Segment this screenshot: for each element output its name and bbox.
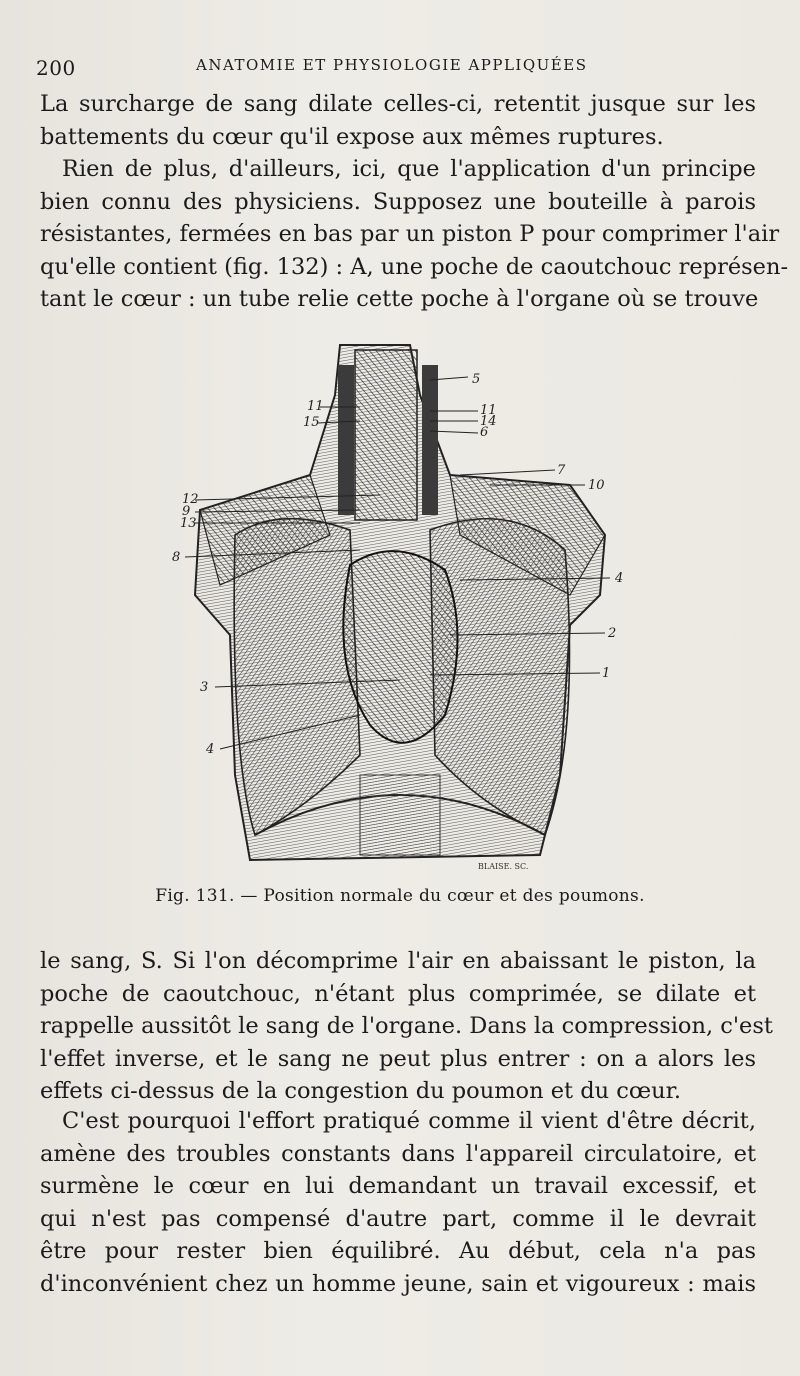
text-line: amène des troubles constants dans l'appareil circulatoire, et bbox=[40, 1140, 756, 1167]
right-neck-vessel bbox=[422, 365, 438, 515]
figure-label: 11 bbox=[480, 403, 497, 418]
text-line: Rien de plus, d'ailleurs, ici, que l'application d'un principe bbox=[62, 156, 756, 182]
anatomical-figure bbox=[160, 335, 640, 875]
text-line: C'est pourquoi l'effort pratiqué comme il vient d'être décrit, bbox=[62, 1108, 756, 1134]
running-title: ANATOMIE ET PHYSIOLOGIE APPLIQUÉES bbox=[196, 56, 588, 74]
paragraph-2 bbox=[40, 945, 773, 1108]
text-line: qu'elle contient (fig. 132) : A, une poche de caoutchouc représen- bbox=[40, 253, 789, 280]
figure-label: 7 bbox=[557, 463, 566, 478]
text-line: rappelle aussitôt le sang de l'organe. Dans la compression, c'est bbox=[40, 1013, 773, 1039]
figure-label: 6 bbox=[480, 425, 489, 440]
figure-label: 13 bbox=[180, 516, 197, 531]
figure-label: 14 bbox=[480, 414, 497, 429]
figure-label: 4 bbox=[206, 742, 215, 757]
paragraph-3 bbox=[40, 1105, 756, 1300]
figure-label: 11 bbox=[307, 399, 324, 414]
text-line: d'inconvénient chez un homme jeune, sain et vigoureux : mais bbox=[40, 1270, 756, 1297]
text-line: qui n'est pas compensé d'autre part, comme il le devrait bbox=[40, 1205, 756, 1232]
text-line: poche de caoutchouc, n'étant plus comprimée, se dilate et bbox=[40, 980, 756, 1007]
text-line: effets ci-dessus de la congestion du poumon et du cœur. bbox=[40, 1078, 682, 1104]
figure-label: 3 bbox=[200, 680, 209, 695]
trachea bbox=[355, 350, 417, 520]
figure-label: 8 bbox=[172, 550, 181, 565]
text-line: battements du cœur qu'il expose aux mêmes ruptures. bbox=[40, 123, 664, 150]
figure-label: 15 bbox=[303, 415, 320, 430]
figure-label: 9 bbox=[182, 504, 191, 519]
figure-label: 1 bbox=[602, 666, 611, 681]
text-line: le sang, S. Si l'on décomprime l'air en abaissant le piston, la bbox=[40, 948, 756, 974]
figure-label: 4 bbox=[615, 571, 624, 586]
figure-label: 5 bbox=[472, 372, 481, 387]
text-line: tant le cœur : un tube relie cette poche à l'organe où se trouve bbox=[40, 286, 759, 312]
spine bbox=[360, 775, 440, 855]
text-line: l'effet inverse, et le sang ne peut plus entrer : on a alors les bbox=[40, 1045, 756, 1072]
figure-label: 12 bbox=[182, 492, 199, 507]
engraver-signature: BLAISE. SC. bbox=[478, 862, 529, 871]
running-head bbox=[36, 50, 756, 80]
text-line: bien connu des physiciens. Supposez une bouteille à parois bbox=[40, 188, 756, 215]
figure-label: 2 bbox=[608, 626, 617, 641]
text-line: surmène le cœur en lui demandant un travail excessif, et bbox=[40, 1173, 756, 1199]
heart-lungs-engraving bbox=[160, 335, 640, 875]
paragraph-1 bbox=[40, 88, 789, 316]
left-neck-vessel bbox=[338, 365, 354, 515]
figure-label: 10 bbox=[588, 478, 605, 493]
text-line: résistantes, fermées en bas par un piston P pour comprimer l'air bbox=[40, 221, 780, 247]
figure-caption: Fig. 131. — Position normale du cœur et des poumons. bbox=[155, 886, 645, 906]
page-number: 200 bbox=[36, 56, 76, 80]
text-line: être pour rester bien équilibré. Au début, cela n'a pas bbox=[40, 1238, 756, 1264]
text-line: La surcharge de sang dilate celles-ci, retentit jusque sur les bbox=[40, 91, 756, 117]
